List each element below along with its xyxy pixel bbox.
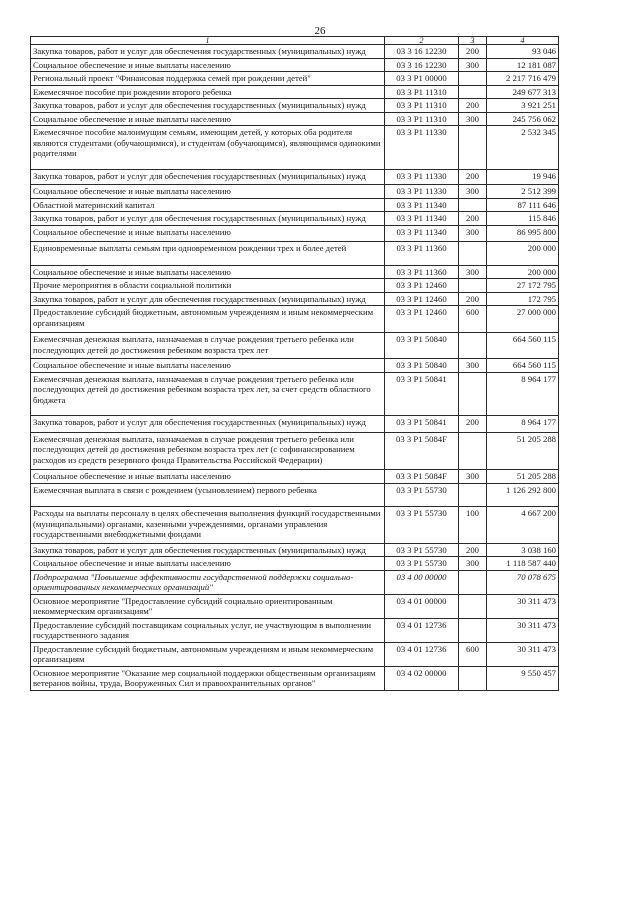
row-code-cell: 03 3 Р1 11330 [385,126,459,170]
row-amount-cell: 172 795 [487,292,559,306]
row-amount-cell: 4 667 200 [487,507,559,544]
row-name-cell: Социальное обеспечение и иные выплаты населению [31,470,385,484]
row-amount-cell: 115 846 [487,212,559,226]
row-name-cell: Единовременные выплаты семьям при одновременном рождении трех и более детей [31,242,385,266]
row-amount-cell: 86 995 800 [487,225,559,242]
row-code-cell: 03 3 Р1 50840 [385,333,459,359]
table-row [31,185,559,199]
row-name-cell: Закупка товаров, работ и услуг для обеспечения государственных (муниципальных) нужд [31,416,385,433]
row-amount-cell: 245 756 062 [487,112,559,126]
table-row [31,570,559,594]
row-expense-type-cell [459,570,487,594]
row-code-cell: 03 3 Р1 55730 [385,543,459,557]
row-expense-type-cell: 200 [459,169,487,185]
header-col-1: 1 [31,37,385,45]
row-code-cell: 03 3 Р1 00000 [385,72,459,86]
row-name-cell: Социальное обеспечение и иные выплаты населению [31,225,385,242]
table-row [31,594,559,618]
row-name-cell: Ежемесячная выплата в связи с рождением (усыновлением) первого ребенка [31,483,385,507]
row-name-cell: Социальное обеспечение и иные выплаты населению [31,265,385,279]
row-code-cell: 03 3 16 12230 [385,45,459,59]
table-row [31,666,559,690]
row-amount-cell: 664 560 115 [487,333,559,359]
table-row [31,543,559,557]
row-expense-type-cell [459,72,487,86]
row-code-cell: 03 4 01 12736 [385,618,459,642]
row-code-cell: 03 4 00 00000 [385,570,459,594]
row-expense-type-cell [459,666,487,690]
row-code-cell: 03 3 Р1 11310 [385,85,459,99]
row-name-cell: Закупка товаров, работ и услуг для обеспечения государственных (муниципальных) нужд [31,292,385,306]
row-expense-type-cell [459,594,487,618]
row-amount-cell: 93 046 [487,45,559,59]
row-expense-type-cell: 300 [459,557,487,571]
row-expense-type-cell: 200 [459,416,487,433]
row-code-cell: 03 3 Р1 55730 [385,507,459,544]
row-code-cell: 03 3 Р1 55730 [385,483,459,507]
row-amount-cell: 664 560 115 [487,359,559,373]
row-name-cell: Расходы на выплаты персоналу в целях обеспечения выполнения функций государственными (муниципальными) органами, казенными учреждениями, органами управления государственными внебюджетными фондами [31,507,385,544]
table-row [31,416,559,433]
table-row [31,642,559,666]
row-amount-cell: 1 118 587 440 [487,557,559,571]
row-code-cell: 03 3 Р1 11340 [385,225,459,242]
table-row [31,483,559,507]
row-amount-cell: 70 078 675 [487,570,559,594]
row-expense-type-cell: 200 [459,212,487,226]
table-row [31,279,559,293]
row-code-cell: 03 3 Р1 50841 [385,416,459,433]
row-expense-type-cell: 600 [459,306,487,333]
row-code-cell: 03 3 Р1 11310 [385,99,459,113]
row-code-cell: 03 3 Р1 11360 [385,265,459,279]
table-row [31,265,559,279]
row-code-cell: 03 3 Р1 5084F [385,432,459,470]
table-row [31,359,559,373]
row-expense-type-cell: 300 [459,225,487,242]
budget-table [30,36,559,691]
row-amount-cell: 51 205 288 [487,470,559,484]
table-row [31,99,559,113]
row-expense-type-cell [459,279,487,293]
row-amount-cell: 2 532 345 [487,126,559,170]
page-number: 26 [314,25,326,37]
table-row [31,507,559,544]
row-name-cell: Закупка товаров, работ и услуг для обеспечения государственных (муниципальных) нужд [31,99,385,113]
row-amount-cell: 2 512 399 [487,185,559,199]
row-code-cell: 03 3 Р1 12460 [385,279,459,293]
row-expense-type-cell [459,198,487,212]
row-amount-cell: 200 000 [487,265,559,279]
row-amount-cell: 3 921 251 [487,99,559,113]
row-amount-cell: 2 217 716 479 [487,72,559,86]
row-expense-type-cell: 300 [459,359,487,373]
table-row [31,372,559,416]
header-col-2: 2 [385,37,459,45]
row-name-cell: Закупка товаров, работ и услуг для обеспечения государственных (муниципальных) нужд [31,45,385,59]
row-expense-type-cell: 200 [459,292,487,306]
row-amount-cell: 30 311 473 [487,594,559,618]
row-amount-cell: 27 172 795 [487,279,559,293]
row-name-cell: Предоставление субсидий поставщикам социальных услуг, не участвующим в выполнении государственного задания [31,618,385,642]
row-expense-type-cell [459,618,487,642]
header-col-4: 4 [487,37,559,45]
row-expense-type-cell: 300 [459,185,487,199]
table-row [31,85,559,99]
row-code-cell: 03 4 01 12736 [385,642,459,666]
row-amount-cell: 1 126 292 800 [487,483,559,507]
row-name-cell: Закупка товаров, работ и услуг для обеспечения государственных (муниципальных) нужд [31,543,385,557]
row-expense-type-cell [459,483,487,507]
row-code-cell: 03 3 Р1 11310 [385,112,459,126]
row-amount-cell: 30 311 473 [487,618,559,642]
row-code-cell: 03 3 16 12230 [385,58,459,72]
row-code-cell: 03 3 Р1 55730 [385,557,459,571]
table-row [31,470,559,484]
table-row [31,225,559,242]
row-name-cell: Основное мероприятие "Оказание мер социальной поддержки общественным организациям ветеранов войны, труда, Вооруженных Сил и правоохранительных органов" [31,666,385,690]
table-row [31,169,559,185]
row-amount-cell: 200 000 [487,242,559,266]
table-row [31,72,559,86]
table-row [31,58,559,72]
row-code-cell: 03 3 Р1 5084F [385,470,459,484]
row-code-cell: 03 4 01 00000 [385,594,459,618]
table-row [31,126,559,170]
row-amount-cell: 87 111 646 [487,198,559,212]
table-header-row [31,37,559,45]
row-name-cell: Предоставление субсидий бюджетным, автономным учреждениям и иным некоммерческим организациям [31,642,385,666]
row-name-cell: Социальное обеспечение и иные выплаты населению [31,112,385,126]
table-row [31,618,559,642]
row-code-cell: 03 3 Р1 12460 [385,292,459,306]
row-name-cell: Предоставление субсидий бюджетным, автономным учреждениям и иным некоммерческим организациям [31,306,385,333]
row-expense-type-cell: 200 [459,99,487,113]
row-expense-type-cell: 100 [459,507,487,544]
row-name-cell: Социальное обеспечение и иные выплаты населению [31,557,385,571]
row-amount-cell: 249 677 313 [487,85,559,99]
row-amount-cell: 51 205 288 [487,432,559,470]
row-amount-cell: 9 550 457 [487,666,559,690]
row-name-cell: Закупка товаров, работ и услуг для обеспечения государственных (муниципальных) нужд [31,212,385,226]
row-code-cell: 03 3 Р1 11340 [385,212,459,226]
row-code-cell: 03 3 Р1 11340 [385,198,459,212]
row-expense-type-cell [459,85,487,99]
row-code-cell: 03 4 02 00000 [385,666,459,690]
row-expense-type-cell [459,333,487,359]
row-expense-type-cell: 600 [459,642,487,666]
row-code-cell: 03 3 Р1 12460 [385,306,459,333]
row-code-cell: 03 3 Р1 11330 [385,185,459,199]
table-row [31,292,559,306]
row-name-cell: Ежемесячная денежная выплата, назначаемая в случае рождения третьего ребенка или последующих детей до достижения ребенком возраста трех лет [31,333,385,359]
row-amount-cell: 19 946 [487,169,559,185]
row-code-cell: 03 3 Р1 50841 [385,372,459,416]
table-row [31,557,559,571]
row-name-cell: Прочие мероприятия в области социальной политики [31,279,385,293]
row-name-cell: Ежемесячная денежная выплата, назначаемая в случае рождения третьего ребенка или последующих детей до достижения ребенком возраста трех лет, за счет средств областного бюджета [31,372,385,416]
row-expense-type-cell: 200 [459,45,487,59]
row-amount-cell: 3 038 160 [487,543,559,557]
row-name-cell: Региональный проект "Финансовая поддержка семей при рождении детей" [31,72,385,86]
row-name-cell: Областной материнский капитал [31,198,385,212]
table-row [31,45,559,59]
row-expense-type-cell [459,432,487,470]
row-name-cell: Ежемесячная денежная выплата, назначаемая в случае рождения третьего ребенка или последующих детей до достижения ребенком возраста трех лет (с софинансированием расходов из средств резервного фонда Правительства Российской Федерации) [31,432,385,470]
row-code-cell: 03 3 Р1 11360 [385,242,459,266]
row-expense-type-cell: 300 [459,470,487,484]
row-amount-cell: 27 000 000 [487,306,559,333]
row-code-cell: 03 3 Р1 50840 [385,359,459,373]
header-col-3: 3 [459,37,487,45]
row-name-cell: Ежемесячное пособие малоимущим семьям, имеющим детей, у которых оба родителя являются студентами (обучающимися), и студентам (обучающимся), являющимся одинокими родителями [31,126,385,170]
row-expense-type-cell [459,372,487,416]
row-name-cell: Ежемесячное пособие при рождении второго ребенка [31,85,385,99]
row-amount-cell: 8 964 177 [487,372,559,416]
table-row [31,333,559,359]
row-expense-type-cell: 200 [459,543,487,557]
row-expense-type-cell: 300 [459,112,487,126]
row-name-cell: Подпрограмма "Повышение эффективности государственной поддержки социально-ориентированных некоммерческих организаций" [31,570,385,594]
table-row [31,242,559,266]
table-row [31,306,559,333]
row-name-cell: Закупка товаров, работ и услуг для обеспечения государственных (муниципальных) нужд [31,169,385,185]
row-expense-type-cell: 300 [459,58,487,72]
row-amount-cell: 30 311 473 [487,642,559,666]
row-expense-type-cell [459,242,487,266]
row-name-cell: Социальное обеспечение и иные выплаты населению [31,185,385,199]
row-expense-type-cell [459,126,487,170]
row-expense-type-cell: 300 [459,265,487,279]
row-name-cell: Социальное обеспечение и иные выплаты населению [31,359,385,373]
row-code-cell: 03 3 Р1 11330 [385,169,459,185]
table-row [31,198,559,212]
row-amount-cell: 8 964 177 [487,416,559,433]
table-row [31,432,559,470]
row-amount-cell: 12 181 087 [487,58,559,72]
row-name-cell: Основное мероприятие "Предоставление субсидий социально ориентированным некоммерческим организациям" [31,594,385,618]
table-row [31,112,559,126]
table-row [31,212,559,226]
row-name-cell: Социальное обеспечение и иные выплаты населению [31,58,385,72]
